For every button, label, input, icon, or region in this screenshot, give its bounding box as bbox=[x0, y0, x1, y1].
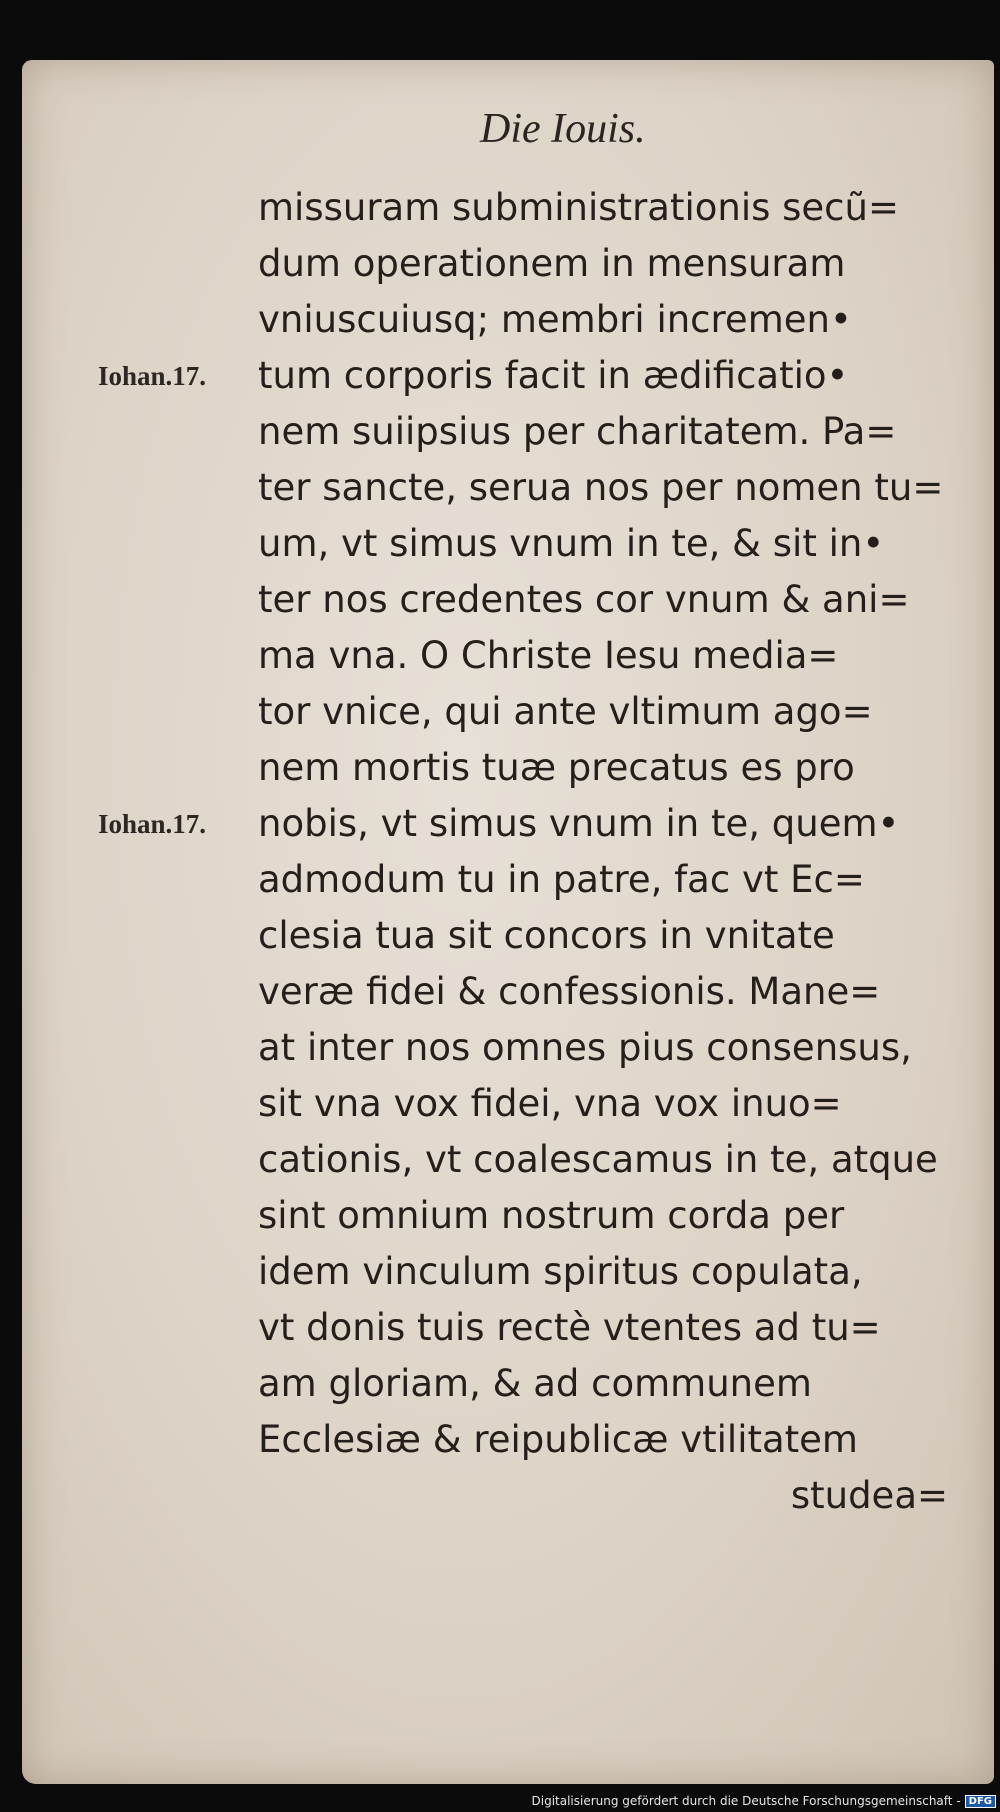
credit-text: Digitalisierung gefördert durch die Deutsche Forschungsgemeinschaft - bbox=[531, 1794, 961, 1808]
text-line: admodum tu in patre, fac vt Ec= bbox=[258, 858, 865, 901]
text-line: tum corporis facit in ædificatio• bbox=[258, 354, 849, 397]
text-line: ma vna. O Christe Iesu media= bbox=[258, 634, 839, 677]
text-line: sint omnium nostrum corda per bbox=[258, 1194, 845, 1237]
text-line: sit vna vox fidei, vna vox inuo= bbox=[258, 1082, 842, 1125]
text-line: vniuscuiusq; membri incremen• bbox=[258, 298, 852, 341]
marginal-note: Iohan.17. bbox=[98, 361, 207, 391]
text-line: idem vinculum spiritus copulata, bbox=[258, 1250, 863, 1293]
text-line: ter sancte, serua nos per nomen tu= bbox=[258, 466, 944, 509]
text-line: veræ fidei & confessionis. Mane= bbox=[258, 970, 881, 1013]
text-line: um, vt simus vnum in te, & sit in• bbox=[258, 522, 885, 565]
text-line: ter nos credentes cor vnum & ani= bbox=[258, 578, 910, 621]
text-line: nobis, vt simus vnum in te, quem• bbox=[258, 802, 900, 845]
dfg-logo: DFG bbox=[965, 1795, 996, 1808]
marginal-note: Iohan.17. bbox=[98, 809, 207, 839]
text-line: clesia tua sit concors in vnitate bbox=[258, 914, 835, 957]
text-line: cationis, vt coalescamus in te, atque bbox=[258, 1138, 938, 1181]
text-line: Ecclesiæ & reipublicæ vtilitatem bbox=[258, 1418, 858, 1461]
text-line: missuram subministrationis secũ= bbox=[258, 186, 899, 229]
text-line: am gloriam, & ad communem bbox=[258, 1362, 812, 1405]
text-line: dum operationem in mensuram bbox=[258, 242, 846, 285]
main-text-block bbox=[258, 180, 948, 1524]
text-line: nem mortis tuæ precatus es pro bbox=[258, 746, 855, 789]
text-line: vt donis tuis rectè vtentes ad tu= bbox=[258, 1306, 881, 1349]
text-line: tor vnice, qui ante vltimum ago= bbox=[258, 690, 873, 733]
text-line: nem suiipsius per charitatem. Pa= bbox=[258, 410, 897, 453]
text-line: at inter nos omnes pius consensus, bbox=[258, 1026, 912, 1069]
digitization-credit bbox=[532, 1794, 997, 1808]
catchword: studea= bbox=[790, 1474, 948, 1517]
running-header: Die Iouis. bbox=[480, 106, 646, 152]
